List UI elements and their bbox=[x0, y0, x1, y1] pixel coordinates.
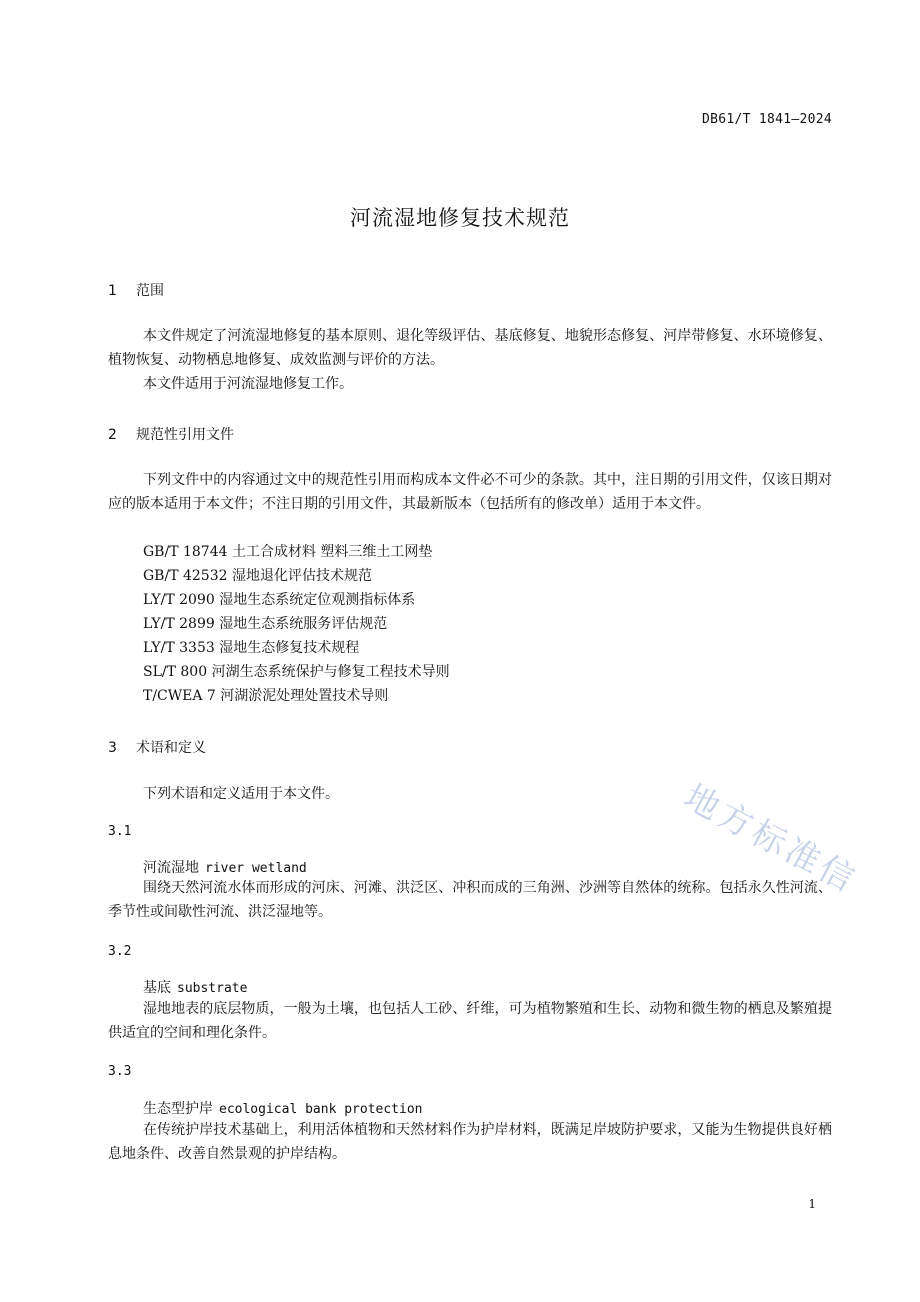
reference-item: GB/T 42532 湿地退化评估技术规范 bbox=[143, 568, 372, 584]
term-name-zh: 生态型护岸 bbox=[143, 1101, 213, 1117]
term-name-en: substrate bbox=[177, 981, 248, 996]
page-number: 1 bbox=[808, 1197, 816, 1211]
section-number: 1 bbox=[108, 283, 117, 299]
standard-code: DB61/T 1841—2024 bbox=[701, 112, 832, 127]
reference-item: LY/T 2090 湿地生态系统定位观测指标体系 bbox=[143, 592, 416, 608]
term-number: 3.3 bbox=[108, 1064, 132, 1079]
term-name-en: river wetland bbox=[205, 861, 307, 876]
scope-paragraph-1: 本文件规定了河流湿地修复的基本原则、退化等级评估、基底修复、地貌形态修复、河岸带修复、水环境修复、植物恢复、动物栖息地修复、成效监测与评价的方法。 bbox=[108, 328, 832, 368]
page-title: 河流湿地修复技术规范 bbox=[350, 206, 570, 230]
reference-item: SL/T 800 河湖生态系统保护与修复工程技术导则 bbox=[143, 664, 450, 680]
scope-paragraph-2: 本文件适用于河流湿地修复工作。 bbox=[143, 376, 353, 392]
section-heading-normative-references bbox=[108, 424, 234, 444]
term-name-zh: 河流湿地 bbox=[143, 860, 199, 876]
reference-item: GB/T 18744 土工合成材料 塑料三维土工网垫 bbox=[143, 544, 433, 560]
section-number: 3 bbox=[108, 740, 117, 756]
section-title: 范围 bbox=[136, 283, 164, 299]
term-definition: 围绕天然河流水体而形成的河床、河滩、洪泛区、冲积而成的三角洲、沙洲等自然体的统称。包括永久性河流、季节性或间歇性河流、洪泛湿地等。 bbox=[108, 880, 832, 920]
section-title: 规范性引用文件 bbox=[136, 427, 234, 443]
section-heading-terms bbox=[108, 737, 206, 757]
term-name-zh: 基底 bbox=[143, 980, 171, 996]
term-number: 3.1 bbox=[108, 824, 132, 839]
reference-item: LY/T 3353 湿地生态修复技术规程 bbox=[143, 640, 360, 656]
term-name-en: ecological bank protection bbox=[219, 1102, 423, 1117]
term-definition: 在传统护岸技术基础上，利用活体植物和天然材料作为护岸材料，既满足岸坡防护要求，又能为生物提供良好栖息地条件、改善自然景观的护岸结构。 bbox=[108, 1122, 832, 1162]
section-heading-scope bbox=[108, 280, 164, 300]
term-number: 3.2 bbox=[108, 944, 132, 959]
term-definition: 湿地地表的底层物质，一般为土壤，也包括人工砂、纤维，可为植物繁殖和生长、动物和微生物的栖息及繁殖提供适宜的空间和理化条件。 bbox=[108, 1001, 832, 1041]
reference-item: LY/T 2899 湿地生态系统服务评估规范 bbox=[143, 616, 388, 632]
term-heading bbox=[143, 857, 307, 877]
term-heading bbox=[143, 1098, 423, 1118]
section-number: 2 bbox=[108, 427, 117, 443]
reference-item: T/CWEA 7 河湖淤泥处理处置技术导则 bbox=[143, 688, 389, 704]
term-heading bbox=[143, 977, 247, 997]
terms-intro: 下列术语和定义适用于本文件。 bbox=[143, 786, 339, 802]
references-intro: 下列文件中的内容通过文中的规范性引用而构成本文件必不可少的条款。其中，注日期的引用文件，仅该日期对应的版本适用于本文件；不注日期的引用文件，其最新版本（包括所有的修改单）适用于本文件。 bbox=[108, 472, 832, 512]
section-title: 术语和定义 bbox=[136, 740, 206, 756]
watermark: 地方标准信 bbox=[677, 777, 865, 902]
